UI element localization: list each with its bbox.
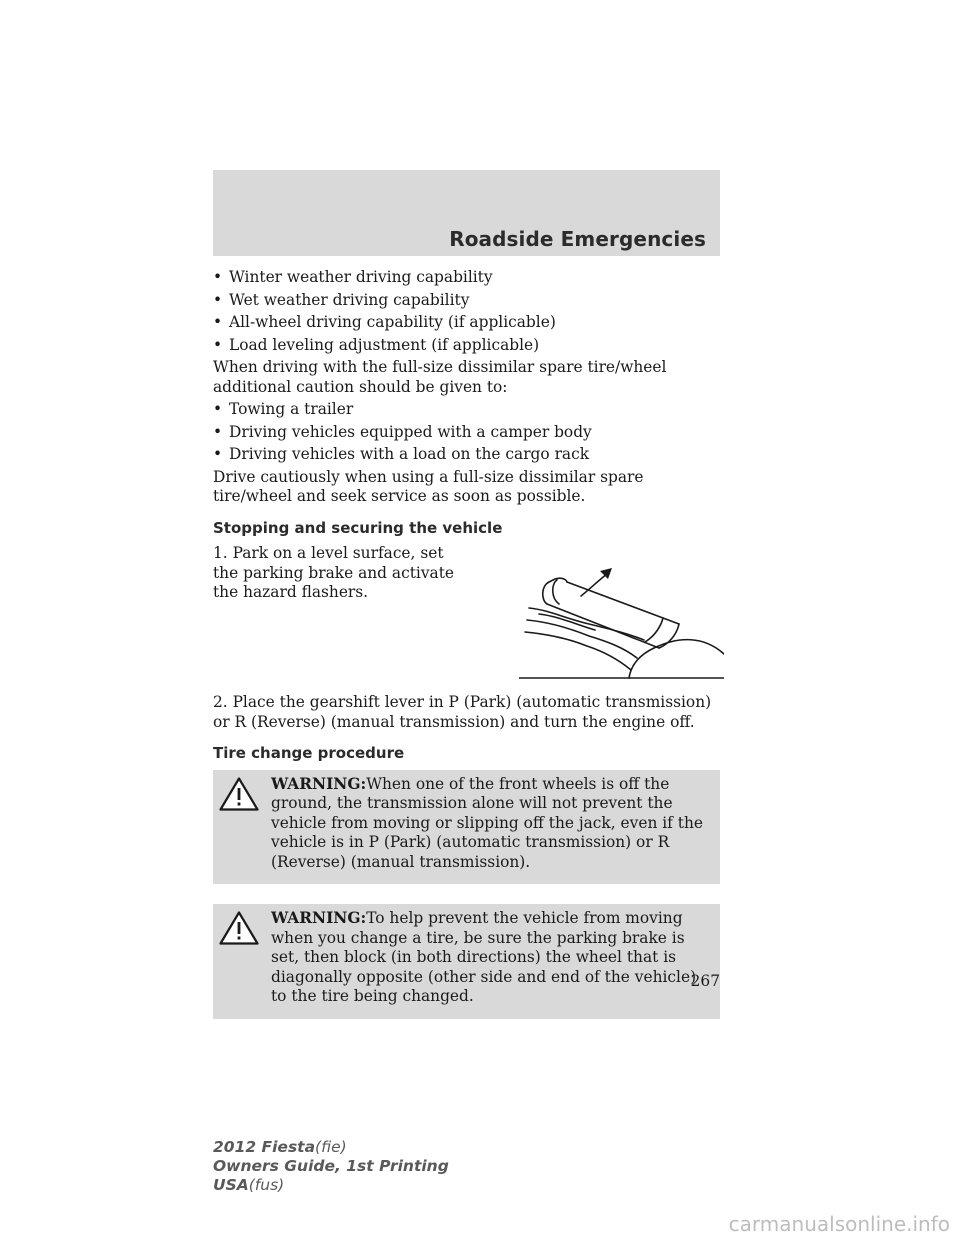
warning-title: WARNING: bbox=[271, 774, 367, 793]
bullet-dot-icon: • bbox=[213, 335, 223, 354]
list-item: • Driving vehicles equipped with a camper body bbox=[213, 422, 592, 441]
footer-edition-info bbox=[213, 1138, 449, 1195]
section-header-band bbox=[213, 170, 720, 256]
list-item: • Wet weather driving capability bbox=[213, 290, 470, 309]
step-1-row bbox=[213, 544, 720, 685]
warning-triangle-icon bbox=[219, 777, 259, 811]
warning-box-1 bbox=[213, 770, 720, 885]
list-item: • All-wheel driving capability (if applicable) bbox=[213, 313, 556, 331]
watermark: carmanualsonline.info bbox=[728, 1212, 950, 1236]
bullet-dot-icon: • bbox=[213, 268, 223, 286]
paragraph-drive-cautiously: Drive cautiously when using a full-size dissimilar spare tire/wheel and seek service as soon as possible. bbox=[213, 467, 644, 505]
step-2-text: 2. Place the gearshift lever in P (Park) (automatic transmission) or R (Reverse) (manual transmission) and turn the engine off. bbox=[213, 693, 712, 731]
bullet-dot-icon: • bbox=[213, 422, 223, 441]
footer-model-code: (fie) bbox=[315, 1138, 347, 1156]
parking-brake-lever-illustration bbox=[519, 568, 724, 685]
heading-stopping-securing: Stopping and securing the vehicle bbox=[213, 518, 503, 537]
page-number: 267 bbox=[690, 972, 720, 990]
footer-market: USA bbox=[213, 1176, 249, 1194]
footer-printing: Owners Guide, 1st Printing bbox=[213, 1157, 449, 1175]
bullet-dot-icon: • bbox=[213, 290, 223, 309]
warning-text: When one of the front wheels is off the ground, the transmission alone will not prevent the vehicle from moving or slipping off the jack, even if the vehicle is in P (Park) (automatic transmission) or R (Reverse) (manual transmission). bbox=[271, 774, 703, 871]
bullet-dot-icon: • bbox=[213, 445, 223, 463]
list-item: • Towing a trailer bbox=[213, 400, 354, 418]
list-item: • Load leveling adjustment (if applicable) bbox=[213, 335, 540, 354]
footer-model: 2012 Fiesta bbox=[213, 1138, 316, 1156]
warning-title: WARNING: bbox=[271, 909, 367, 927]
bullet-list-caution bbox=[213, 400, 720, 465]
bullet-dot-icon: • bbox=[213, 400, 223, 418]
section-title: Roadside Emergencies bbox=[449, 227, 706, 251]
step-1-text: 1. Park on a level surface, set the parking brake and activate the hazard flashers. bbox=[213, 544, 454, 601]
paragraph-caution: When driving with the full-size dissimilar spare tire/wheel additional caution should be given to: bbox=[213, 358, 667, 396]
bullet-dot-icon: • bbox=[213, 313, 223, 331]
page-content bbox=[213, 268, 720, 1039]
bullet-list-capabilities bbox=[213, 268, 720, 355]
heading-tire-change: Tire change procedure bbox=[213, 744, 405, 762]
footer-market-code: (fus) bbox=[248, 1176, 285, 1194]
warning-text: To help prevent the vehicle from moving when you change a tire, be sure the parking brake is set, then block (in both directions) the wheel that is diagonally opposite (other side and end of the vehicle) to the tire being changed. bbox=[271, 909, 697, 1005]
warning-triangle-icon bbox=[219, 911, 259, 945]
list-item: • Winter weather driving capability bbox=[213, 268, 493, 286]
list-item: • Driving vehicles with a load on the cargo rack bbox=[213, 445, 590, 463]
warning-box-2 bbox=[213, 904, 720, 1019]
